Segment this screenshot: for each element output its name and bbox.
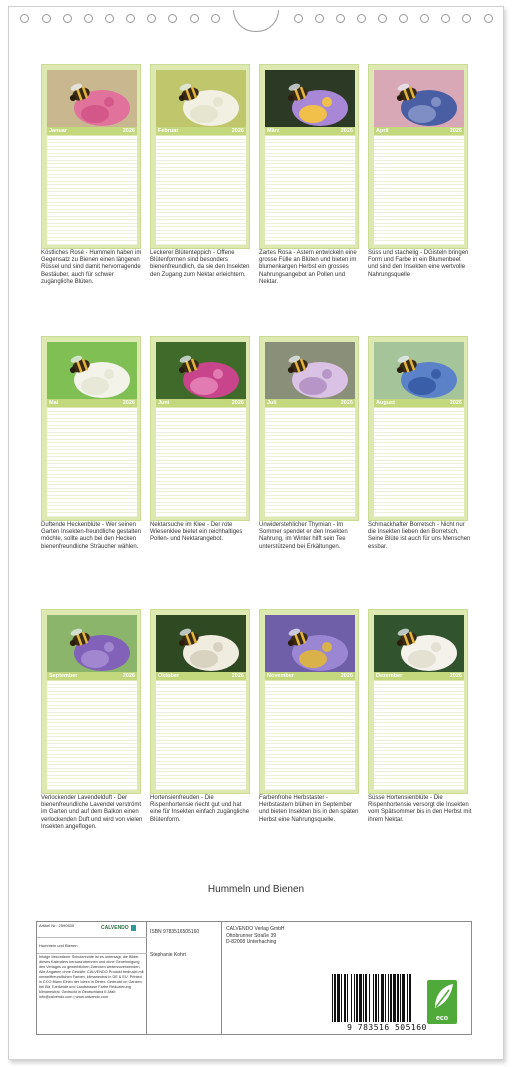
month-sheet-juni: [150, 336, 250, 521]
month-year: 2026: [231, 128, 244, 134]
article-number: Artikel Nr.: 2590635: [39, 923, 75, 928]
back-cover-footer: [36, 921, 472, 1035]
binding-hole: [20, 14, 29, 23]
calvendo-logo: CALVENDO: [101, 925, 129, 931]
month-year: 2026: [122, 128, 135, 134]
publisher-name: CALVENDO Verlag GmbH: [226, 926, 285, 932]
binding-hole: [84, 14, 93, 23]
month-year: 2026: [231, 673, 244, 679]
month-day-grid: [156, 408, 246, 517]
month-description: Unwiderstehlicher Thymian - Im Sommer spendet er den Insekten Nahrung, im Winter hilft sein Tee unterstützend bei Erkältungen.: [259, 522, 348, 550]
month-header: [156, 127, 246, 135]
leaf-icon: [427, 980, 457, 1012]
month-sheet-dezember: [368, 609, 468, 794]
product-title-row: [37, 938, 147, 954]
month-day-grid: [47, 408, 137, 517]
binding-hole: [168, 14, 177, 23]
month-year: 2026: [449, 400, 462, 406]
month-header: [374, 672, 464, 680]
month-year: 2026: [231, 400, 244, 406]
binding-hole: [63, 14, 72, 23]
footer-info-column: [37, 922, 147, 1034]
month-sheet-oktober: [150, 609, 250, 794]
month-photo: [156, 615, 246, 672]
month-photo: [374, 342, 464, 399]
month-description: Verlockender Lavendelduft - Der bienenfreundliche Lavendel verströmt im Garten und auf dem Balkon einen verlockenden Duft und wird von vielen Insekten angeflogen.: [41, 795, 143, 830]
eco-label: eco: [435, 1015, 449, 1022]
month-description: Farbenfrohe Herbstaster - Herbstastern blühen im September und bieten Insekten bis in den späten Herbst eine Nahrungsquelle.: [259, 795, 359, 823]
month-photo: [156, 70, 246, 127]
month-sheet-juli: [259, 336, 359, 521]
month-name: Dezember: [376, 673, 403, 679]
month-name: April: [376, 128, 389, 134]
month-photo: [47, 342, 137, 399]
month-sheet-januar: [41, 64, 141, 249]
binding-hole: [378, 14, 387, 23]
month-year: 2026: [340, 673, 353, 679]
month-description: Leckerer Blütenteppich - Offene Blütenformen sind besonders bienenfreundlich, da sie den Insekten den Zugang zum Nektar erleichtern.: [150, 250, 250, 278]
month-sheet-februar: [150, 64, 250, 249]
binding-hole: [315, 14, 324, 23]
month-sheet-märz: [259, 64, 359, 249]
binding-hole: [190, 14, 199, 23]
month-name: Oktober: [158, 673, 180, 679]
month-photo: [265, 615, 355, 672]
month-day-grid: [156, 681, 246, 790]
month-description: Hortensienfreuden - Die Rispenhortensie riecht gut und hat eine für Insekten einfach zugängliche Blütenform.: [150, 795, 250, 823]
calvendo-mark-icon: [131, 925, 136, 931]
month-year: 2026: [340, 400, 353, 406]
month-header: [47, 399, 137, 407]
binding-hole: [336, 14, 345, 23]
month-photo: [265, 70, 355, 127]
month-name: Juni: [158, 400, 170, 406]
month-header: [156, 672, 246, 680]
month-description: Süsse Hortensienblüte - Die Rispenhortensie versorgt die Insekten vom Spätsommer bis in den Herbst mit ihrem Nektar.: [368, 795, 472, 823]
month-year: 2026: [449, 128, 462, 134]
binding-hole: [147, 14, 156, 23]
isbn-text: ISBN 9783516505160: [150, 929, 200, 935]
month-year: 2026: [449, 673, 462, 679]
month-day-grid: [374, 408, 464, 517]
month-name: Juli: [267, 400, 277, 406]
month-year: 2026: [340, 128, 353, 134]
binding-hole: [420, 14, 429, 23]
month-name: Februar: [158, 128, 179, 134]
month-photo: [156, 342, 246, 399]
eco-badge: [427, 980, 457, 1024]
month-photo: [265, 342, 355, 399]
month-name: August: [376, 400, 395, 406]
month-header: [47, 672, 137, 680]
month-header: [265, 672, 355, 680]
barcode-number: 9 783516 505160: [347, 1023, 427, 1032]
month-photo: [374, 615, 464, 672]
publisher-city: D-82008 Unterhaching: [226, 939, 277, 945]
month-header: [374, 399, 464, 407]
month-description: Duftende Heckenblüte - Wer seinen Garten Insekten-freundliche gestalten möchte, sollte auch bei den Hecken bienenfreundliche Sträucher wählen.: [41, 522, 142, 550]
month-year: 2026: [122, 673, 135, 679]
month-description: Zartes Rosa - Astern entwickeln eine grosse Fülle an Blüten und bieten im blumenkargen Herbst ein grosses Nahrungsangebot an Pollen und Nektar.: [259, 250, 357, 285]
month-name: März: [267, 128, 280, 134]
month-name: September: [49, 673, 78, 679]
month-sheet-november: [259, 609, 359, 794]
month-sheet-april: [368, 64, 468, 249]
month-description: Köstliches Rosé - Hummeln haben im Gegensatz zu Bienen einen längeren Rüssel und sind damit hervorragende Bestäuber, auch für schwer zugängliche Blüten.: [41, 250, 142, 285]
month-description: Nektarsuche im Klee - Der rote Wiesenklee bietet ein reichhaltiges Pollen- und Nektarangebot.: [150, 522, 243, 543]
legal-notice: Infolge besonderer Schutzrechte ist es untersagt, die Bilder dieses Kalenders herauszutrennen und ohne Genehmigung des Verlages zu gewerblichen Zwecken weiterzuverwenden. Alle Angaben ohne Gewähr. CALVENDO Produkt bedruckt mit umweltfreundlichen Farben, klimaneutral in DE & EU. Printed in CCO Blanc Elnen der Ideen in Dinter. Gedruckt im Ganzen bei Biz Tuerkeide und Landstrasse Farbe Reduzierung klimaneutral. Gedruckt in Deutschland E-Mail: info@calvendo.com | www.calvendo.com: [39, 955, 144, 999]
binding-hole: [441, 14, 450, 23]
month-header: [265, 399, 355, 407]
month-sheet-september: [41, 609, 141, 794]
binding-hole: [462, 14, 471, 23]
footer-isbn-column: [147, 922, 222, 1034]
product-title: Hummeln und Bienen: [39, 943, 78, 948]
month-header: [265, 127, 355, 135]
publisher-address: [226, 926, 285, 946]
month-day-grid: [374, 681, 464, 790]
month-photo: [374, 70, 464, 127]
month-day-grid: [47, 136, 137, 245]
month-day-grid: [156, 136, 246, 245]
month-photo: [47, 615, 137, 672]
month-photo: [47, 70, 137, 127]
month-day-grid: [265, 681, 355, 790]
binding-hole: [399, 14, 408, 23]
month-day-grid: [47, 681, 137, 790]
month-day-grid: [374, 136, 464, 245]
month-year: 2026: [122, 400, 135, 406]
month-name: November: [267, 673, 294, 679]
binding-hole: [211, 14, 220, 23]
month-sheet-august: [368, 336, 468, 521]
article-row: [37, 922, 147, 938]
month-header: [47, 127, 137, 135]
month-description: Süss und stachelig - DGisteln bringen Form und Farbe in ein Blumenbeet und sind den Insekten eine wertvolle Nahrungsquelle: [368, 250, 469, 278]
binding-hole: [484, 14, 493, 23]
month-sheet-mai: [41, 336, 141, 521]
binding-hole: [294, 14, 303, 23]
calendar-title: Hummeln und Bienen: [207, 884, 305, 895]
binding-hole: [357, 14, 366, 23]
binding-hole: [126, 14, 135, 23]
month-day-grid: [265, 408, 355, 517]
month-name: Mai: [49, 400, 59, 406]
month-header: [374, 127, 464, 135]
isbn-barcode: [330, 974, 440, 1024]
author-name: Stephanie Kohrt: [150, 952, 186, 958]
month-header: [156, 399, 246, 407]
month-description: Schmackhafter Borretsch - Nicht nur die Insekten lieben den Borretsch. Seine Blüte ist auch für uns Menschen essbar.: [368, 522, 471, 550]
binding-hole: [42, 14, 51, 23]
month-day-grid: [265, 136, 355, 245]
binding-hole: [105, 14, 114, 23]
publisher-street: Ottobrunner Straße 39: [226, 932, 277, 939]
month-name: Januar: [49, 128, 68, 134]
